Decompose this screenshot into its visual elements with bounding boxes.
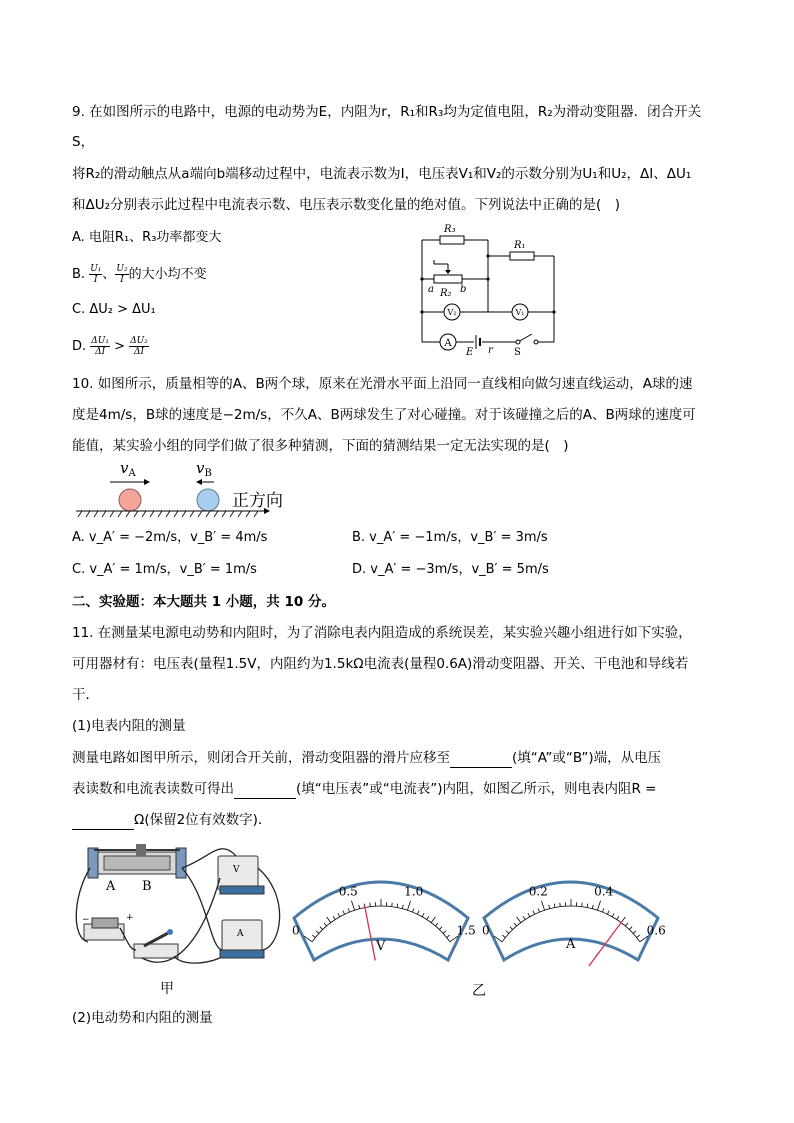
- q11-text: Ω(保留2位有效数字)．: [134, 812, 272, 828]
- ammeter-device-icon: [220, 920, 264, 958]
- junction-dot: [420, 310, 423, 313]
- label-r1: R₁: [514, 240, 526, 251]
- voltmeter-tick-label: 0: [291, 923, 300, 938]
- q9-option-b: [72, 264, 207, 285]
- voltmeter-tick-label: 1.0: [404, 884, 424, 899]
- label-s: S: [514, 347, 521, 358]
- q11-line1: 11. 在测量某电源电动势和内阻时，为了消除电表内阻造成的系统误差，某实验兴趣小组进行如下实验，: [72, 625, 692, 641]
- voltmeter-tick: [370, 903, 371, 907]
- label-ammeter: A: [444, 338, 452, 349]
- svg-text:+: +: [126, 913, 134, 923]
- figure-jia-caption: 甲: [160, 981, 174, 997]
- resistor-r3-icon: [440, 236, 464, 244]
- junction-dot: [552, 310, 555, 313]
- q11-line2: 可用器材有：电压表(量程1.5V，内阻约为1.5kΩ电流表(量程0.6A)滑动变阻器、开关、干电池和导线若: [72, 656, 689, 672]
- answer-blank-3[interactable]: [72, 815, 134, 830]
- label-va: $v_A$: [120, 459, 136, 479]
- q10-line2: 度是4m/s，B球的速度是−2m/s，不久A、B两球发生了对心碰撞。对于该碰撞之后的A、B两球的速度可: [72, 407, 696, 423]
- figure-yi-caption: 乙: [472, 983, 486, 999]
- q11-subheading-1: (1)电表内阻的测量: [72, 718, 186, 734]
- answer-blank-1[interactable]: [450, 753, 512, 768]
- q9-option-b-frac2: [115, 264, 128, 285]
- q11-text: (填“A”或“B”)端，从电压: [512, 750, 662, 766]
- ammeter-tick-label: 0: [481, 923, 490, 938]
- q9-option-d-frac1: [90, 336, 110, 357]
- label-end-a: A: [106, 879, 116, 894]
- arrow-head-icon: [196, 479, 202, 485]
- positive-direction-label: 正方向: [232, 491, 283, 511]
- q11-text: 表读数和电流表读数可得出: [72, 781, 234, 797]
- figure-yi-meters: [288, 858, 678, 970]
- svg-text:V: V: [233, 865, 240, 875]
- answer-blank-2[interactable]: [234, 784, 296, 799]
- frac-num: ΔU₂: [130, 336, 148, 346]
- voltmeter-tick-label: 1.5: [456, 923, 476, 938]
- q9-option-d: [72, 336, 149, 357]
- figure-jia-apparatus: [70, 838, 292, 973]
- svg-text:A: A: [237, 929, 244, 939]
- q10-line1: 10. 如图所示，质量相等的A、B两个球，原来在光滑水平面上沿同一直线相向做匀速直线运动，A球的速: [72, 376, 693, 392]
- q11-paragraph-line2: [72, 779, 657, 799]
- q9-option-c: C. ΔU₂ > ΔU₁: [72, 302, 156, 317]
- ammeter-tick: [560, 903, 561, 907]
- q9-option-d-op: >: [114, 339, 126, 354]
- voltmeter-dial: [292, 882, 476, 961]
- ball-b-icon: [197, 489, 219, 511]
- ammeter-tick-label: 0.6: [646, 923, 666, 938]
- frac-den: I: [94, 275, 98, 285]
- q9-option-a: A. 电阻R₁、R₃功率都变大: [72, 230, 222, 245]
- label-r3: R₃: [444, 224, 456, 235]
- junction-dot: [486, 277, 489, 280]
- q9-line4: 和ΔU₂分别表示此过程中电流表示数、电压表示数变化量的绝对值。下列说法中正确的是( ): [72, 197, 621, 213]
- q9-option-b-text: 的大小均不变: [128, 267, 207, 282]
- ball-a-icon: [119, 489, 141, 511]
- label-b: b: [460, 284, 467, 295]
- svg-text:−: −: [82, 915, 90, 925]
- frac-den: I: [120, 275, 124, 285]
- q10-line3: 能值，某实验小组的同学们做了很多种猜测，下面的猜测结果一定无法实现的是( ): [72, 438, 569, 454]
- q11-text: 测量电路如图甲所示，则闭合开关前，滑动变阻器的滑片应移至: [72, 750, 450, 766]
- ammeter-tick-label: 0.4: [594, 884, 614, 899]
- q9-line1: 9. 在如图所示的电路中，电源的电动势为E，内阻为r，R₁和R₃均为定值电阻，R₂为滑动变阻器．闭合开关: [72, 104, 702, 120]
- q11-text: (填“电压表”或“电流表”)内阻，如图乙所示，则电表内阻R =: [296, 781, 657, 797]
- ammeter-unit: A: [566, 937, 576, 952]
- label-a: a: [428, 284, 434, 295]
- q11-line3: 干．: [72, 687, 99, 703]
- junction-dot: [420, 277, 423, 280]
- slider-arrow-icon: [445, 270, 451, 274]
- frac-num: U₁: [90, 264, 102, 274]
- q9-option-b-label: B.: [72, 267, 86, 282]
- label-r: r: [488, 345, 493, 356]
- ammeter-tick-label: 0.2: [528, 884, 548, 899]
- rheostat-r2-icon: [434, 275, 462, 283]
- q9-option-d-label: D.: [72, 339, 87, 354]
- label-v1: V₁: [515, 308, 525, 317]
- frac-num: ΔU₁: [91, 336, 109, 346]
- frac-den: ΔI: [134, 347, 145, 357]
- rheostat-icon: [88, 844, 186, 878]
- frac-den: ΔI: [95, 347, 106, 357]
- q9-circuit-diagram: [410, 222, 570, 362]
- ammeter-dial: [482, 882, 666, 966]
- section-heading: 二、实验题：本大题共 1 小题，共 10 分。: [72, 594, 335, 610]
- switch-contact-icon: [516, 340, 520, 344]
- q9-option-b-frac1: [89, 264, 102, 285]
- junction-dot: [486, 254, 489, 257]
- voltmeter-tick: [392, 903, 393, 907]
- voltmeter-tick-label: 0.5: [338, 884, 358, 899]
- resistor-r1-icon: [510, 252, 534, 260]
- voltmeter-unit: V: [376, 939, 386, 954]
- battery-holder-icon: [82, 913, 134, 940]
- label-end-b: B: [142, 879, 152, 894]
- q10-option-c: C. v_A′ = 1m/s，v_B′ = 1m/s: [72, 562, 257, 577]
- q9-line2: S，: [72, 134, 95, 150]
- label-vb: $v_B$: [196, 459, 212, 479]
- voltmeter-device-icon: [218, 856, 264, 894]
- switch-contact-icon: [534, 340, 538, 344]
- q10-option-a: A. v_A′ = −2m/s，v_B′ = 4m/s: [72, 530, 268, 545]
- q11-paragraph-line3: [72, 810, 271, 830]
- switch-icon: [134, 929, 178, 958]
- label-r2: R₂: [440, 288, 452, 299]
- frac-num: U₂: [116, 264, 128, 274]
- q10-option-d: D. v_A′ = −3m/s，v_B′ = 5m/s: [352, 562, 549, 577]
- q9-option-d-frac2: [129, 336, 149, 357]
- q9-line3: 将R₂的滑动触点从a端向b端移动过程中，电流表示数为I，电压表V₁和V₂的示数分别为U₁和U₂，ΔI、ΔU₁: [72, 166, 692, 182]
- ground-hatching: [78, 511, 258, 517]
- q10-option-b: B. v_A′ = −1m/s，v_B′ = 3m/s: [352, 530, 548, 545]
- label-e: E: [466, 347, 474, 358]
- arrow-head-icon: [144, 479, 150, 485]
- q11-paragraph-line1: [72, 748, 661, 768]
- q11-subheading-2: (2)电动势和内阻的测量: [72, 1010, 213, 1026]
- label-v2: V₂: [447, 308, 457, 317]
- q9-option-b-sep: 、: [102, 267, 116, 282]
- ammeter-tick: [582, 903, 583, 907]
